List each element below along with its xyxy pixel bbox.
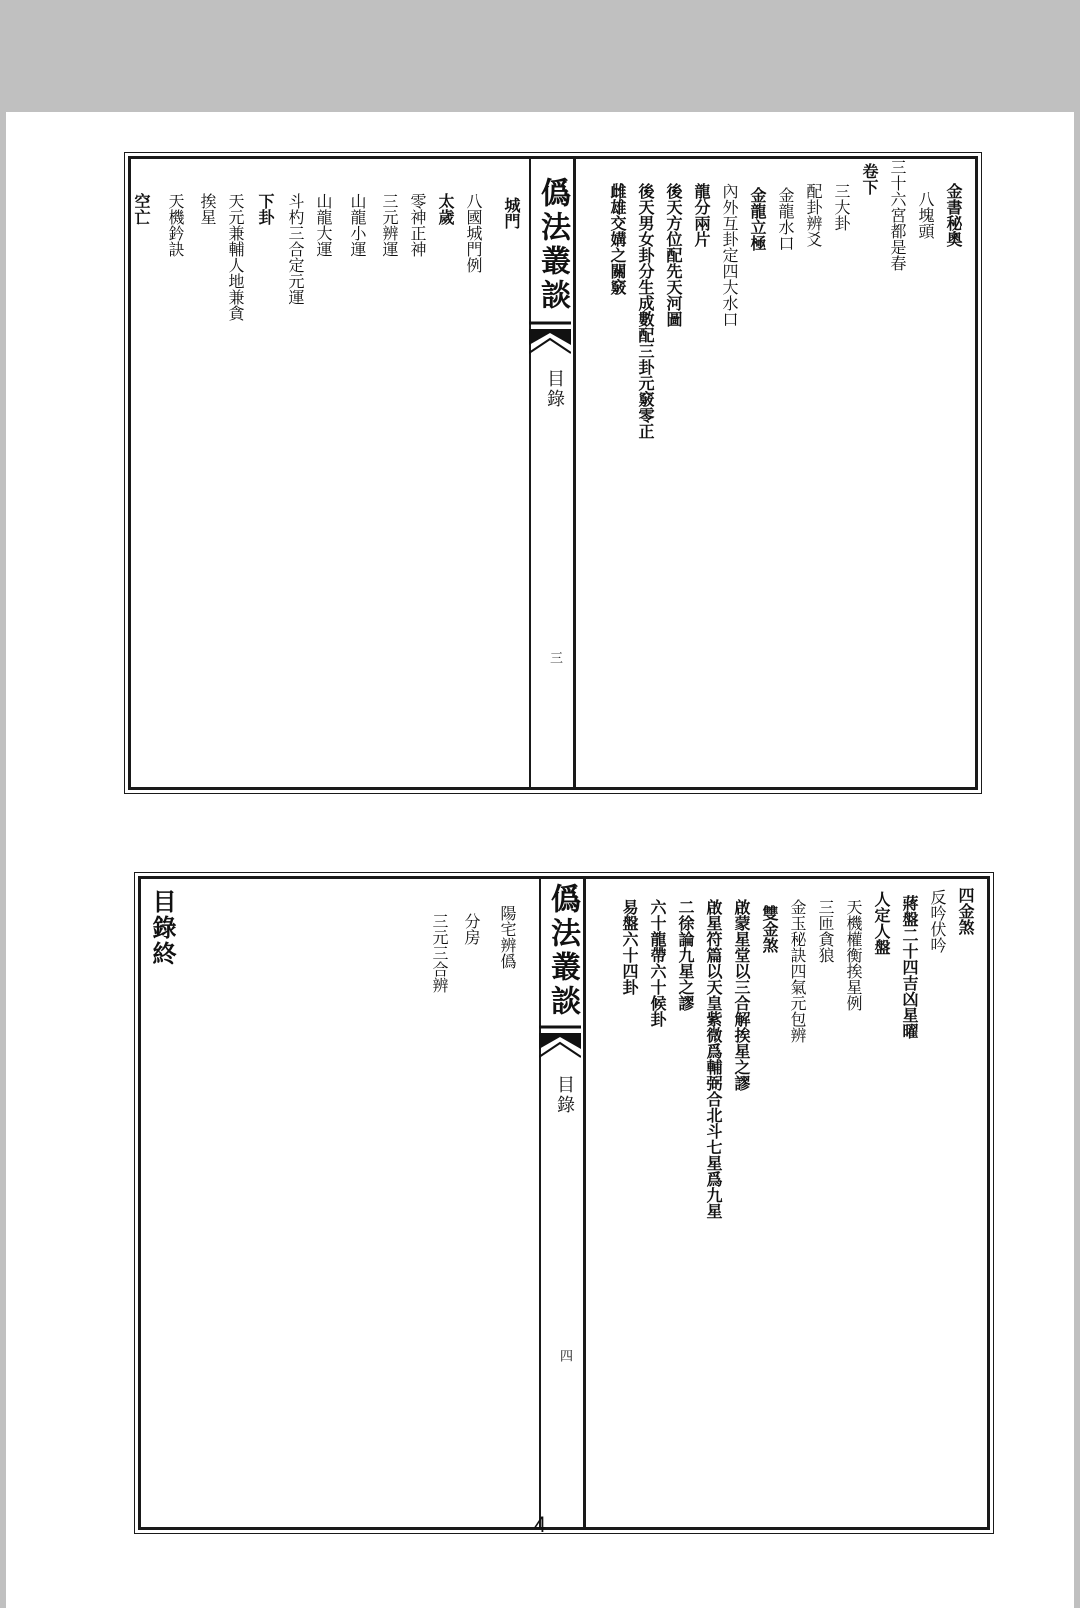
toc-entry: 天元兼輔人地兼貪 <box>226 193 245 321</box>
toc-entry: 易盤六十四卦 <box>620 899 639 995</box>
toc-entry: 山龍小運 <box>348 193 367 257</box>
toc-entry: 金龍水口 <box>776 187 795 251</box>
toc-entry: 內外互卦定四大水口 <box>720 183 739 327</box>
toc-entry: 三元辨運 <box>380 193 399 257</box>
toc-entry: 太歲 <box>436 193 455 225</box>
fishtail-ornament <box>529 321 571 355</box>
toc-entry: 後天方位配先天河圖 <box>664 183 683 327</box>
toc-entry: 分房 <box>462 913 481 945</box>
toc-entry: 天機鈐訣 <box>166 193 185 257</box>
spine-title: 僞法叢談 <box>545 883 580 1019</box>
toc-entry: 斗杓三合定元運 <box>286 193 305 305</box>
toc-entry: 二徐論九星之謬 <box>676 899 695 1011</box>
toc-entry: 金書秘奧 <box>944 183 963 247</box>
spine-page-number: 四 <box>557 1349 572 1362</box>
toc-entry: 空亡 <box>132 193 151 225</box>
toc-entry: 八塊頭 <box>916 191 935 239</box>
toc-entry: 配卦辨爻 <box>804 183 823 247</box>
center-spine <box>529 159 576 787</box>
page-number: 4 <box>533 1512 547 1537</box>
top-book-page <box>128 156 978 790</box>
spine-title: 僞法叢談 <box>535 177 570 313</box>
toc-entry: 天機權衡挨星例 <box>844 899 863 1011</box>
spine-section: 目錄 <box>554 1075 575 1115</box>
toc-entry: 八國城門例 <box>464 193 483 273</box>
toc-entry: 下卦 <box>256 193 275 225</box>
toc-entry: 三匝貪狼 <box>816 899 835 963</box>
center-spine <box>539 879 586 1527</box>
toc-entry: 陽宅辨僞 <box>498 905 517 969</box>
end-of-contents-mark: 目錄終 <box>148 889 177 967</box>
toc-entry: 金龍立極 <box>748 187 767 251</box>
fishtail-ornament <box>539 1025 581 1059</box>
toc-entry: 蔣盤二十四吉凶星曜 <box>900 895 919 1039</box>
toc-entry: 啟星符篇以天皇紫微爲輔弼合北斗七星爲九星 <box>704 899 723 1219</box>
toc-entry: 人定人盤 <box>872 891 891 955</box>
toc-entry: 挨星 <box>198 193 217 225</box>
spine-section: 目錄 <box>544 369 565 409</box>
toc-entry: 四金煞 <box>956 887 975 935</box>
toc-entry: 雌雄交媾之關竅 <box>608 183 627 295</box>
toc-entry: 三十六宮都是春 <box>888 159 907 271</box>
toc-entry: 啟蒙星堂以三合解挨星之謬 <box>732 899 751 1091</box>
toc-volume-heading: 卷下 <box>860 163 879 195</box>
toc-entry: 龍分兩片 <box>692 183 711 247</box>
toc-entry: 山龍大運 <box>314 193 333 257</box>
spine-page-number: 三 <box>547 651 562 664</box>
toc-entry: 反吟伏吟 <box>928 889 947 953</box>
toc-entry: 六十龍帶六十候卦 <box>648 899 667 1027</box>
bottom-book-page <box>138 876 990 1530</box>
toc-entry: 零神正神 <box>408 193 427 257</box>
toc-entry: 三大卦 <box>832 183 851 231</box>
toc-entry: 金玉秘訣四氣元包辨 <box>788 899 807 1043</box>
toc-entry: 三元三合辨 <box>430 913 449 993</box>
toc-entry: 雙金煞 <box>760 905 779 953</box>
toc-entry: 城門 <box>502 197 521 229</box>
toc-entry: 後天男女卦分生成數配三卦元竅零正 <box>636 183 655 439</box>
